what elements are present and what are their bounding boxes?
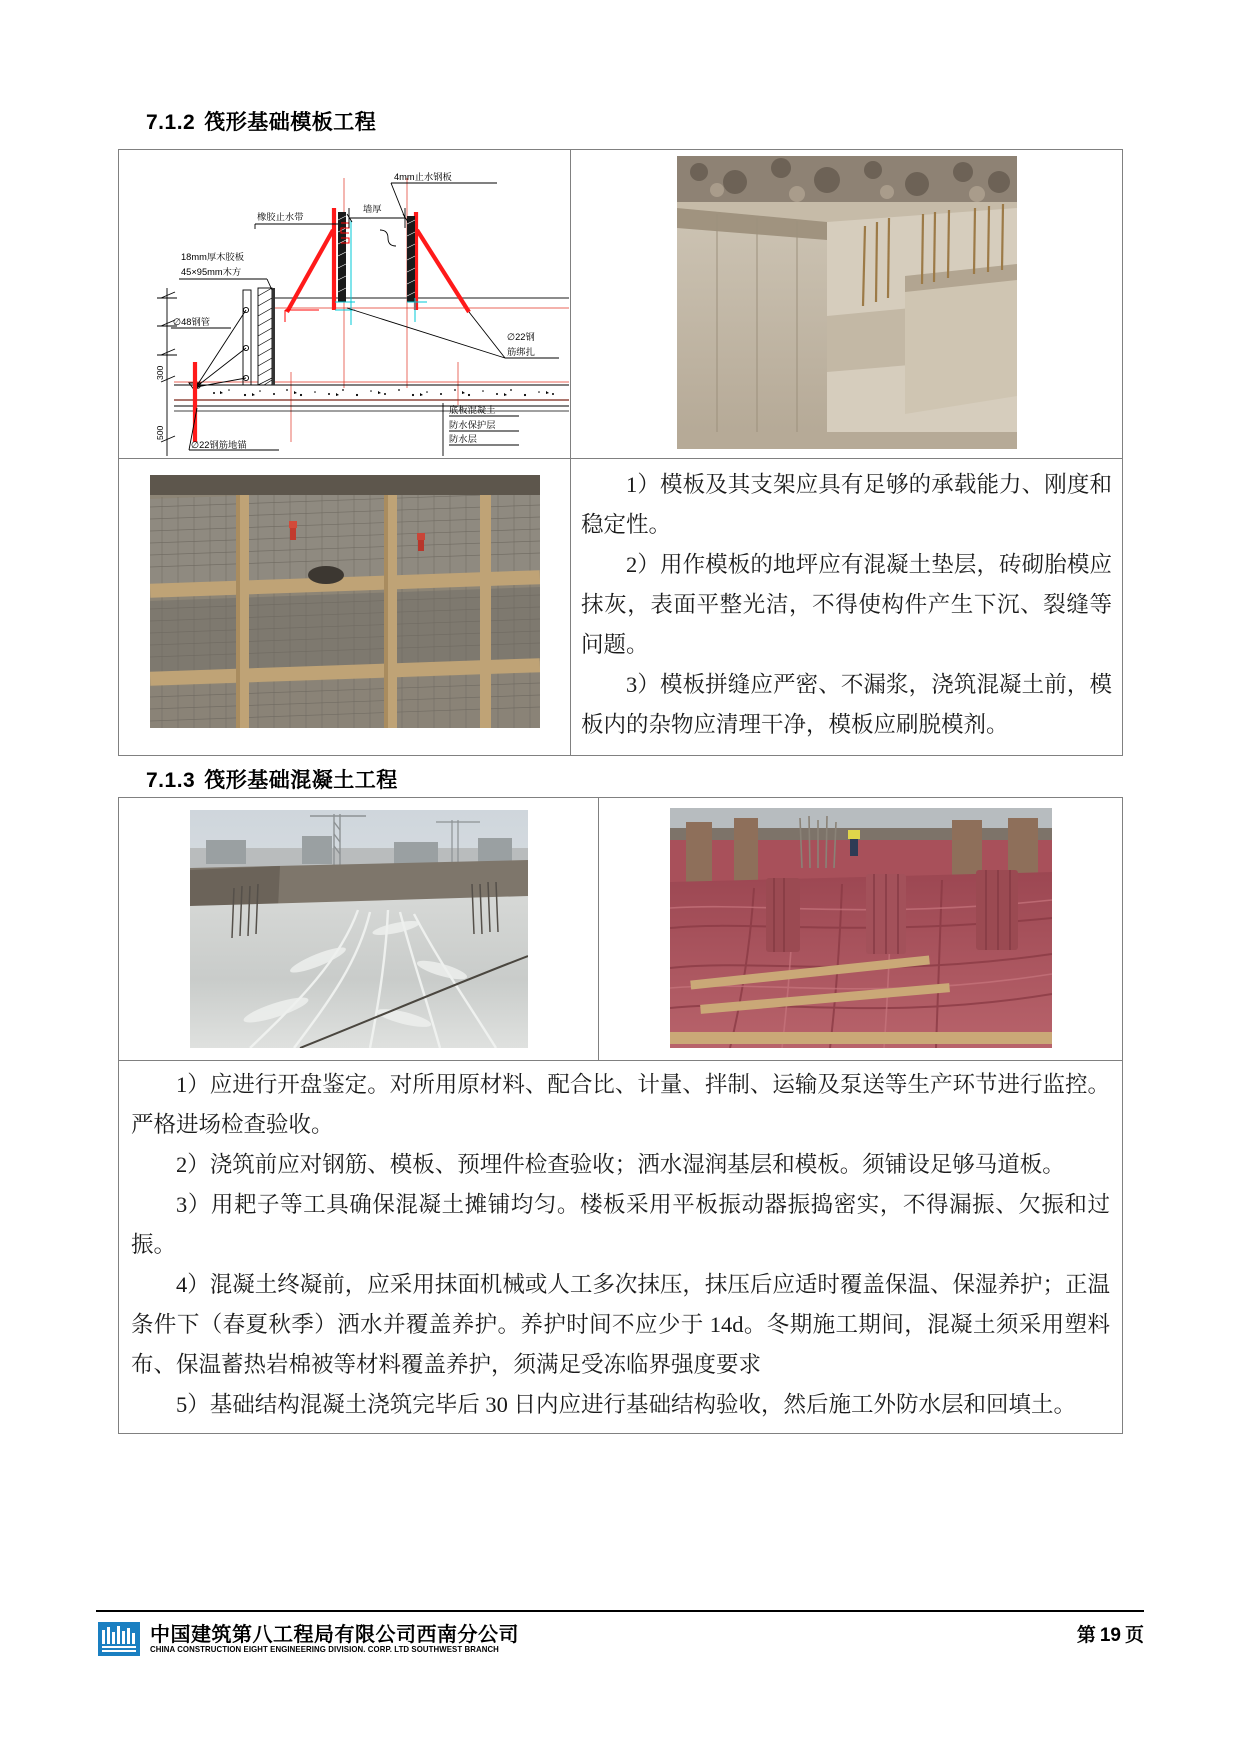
note-item: 2）浇筑前应对钢筋、模板、预埋件检查验收；洒水湿润基层和模板。须铺设足够马道板。 [176, 1152, 1065, 1177]
note-item: 3）用耙子等工具确保混凝土摊铺均匀。楼板采用平板振动器振捣密实，不得漏振、欠振和过振。 [131, 1192, 1110, 1257]
table-row [119, 1061, 1123, 1434]
formwork-notes-cell [571, 459, 1123, 756]
photo-scaffolding [150, 475, 540, 728]
photo-brick-formwork [677, 156, 1017, 449]
section-number: 7.1.3 [146, 769, 196, 792]
cad-label-plywood: 18mm厚木胶板 [181, 252, 245, 262]
table-row [119, 150, 1123, 459]
concrete-table [118, 797, 1123, 1434]
footer-company-en: CHINA CONSTRUCTION EIGHT ENGINEERING DIVISION. CORP. LTD SOUTHWEST BRANCH [150, 1644, 499, 1654]
photo-cell-scaffolding [119, 459, 571, 756]
cad-diagram-cell [119, 150, 571, 459]
cad-label-rubber-waterstop: 橡胶止水带 [257, 212, 304, 222]
section-number: 7.1.2 [146, 111, 196, 134]
cad-dim-300: 300 [155, 365, 165, 380]
page-footer [96, 1610, 1144, 1670]
section-heading-713 [146, 764, 398, 794]
note-item: 1）模板及其支架应具有足够的承载能力、刚度和稳定性。 [581, 472, 1112, 537]
svg-text:底板混凝土: 底板混凝土 [449, 405, 496, 415]
formwork-table [118, 149, 1123, 756]
note-item: 2）用作模板的地坪应有混凝土垫层，砖砌胎模应抹灰，表面平整光洁，不得使构件产生下沉、裂缝等问题。 [581, 552, 1112, 657]
cad-label-timber: 45×95mm木方 [181, 267, 242, 277]
photo-cell-brick-formwork [571, 150, 1123, 459]
svg-text:防水层: 防水层 [449, 434, 477, 444]
page-prefix: 第 [1076, 1625, 1096, 1646]
section-heading-712 [146, 106, 376, 136]
section-title: 筏形基础模板工程 [204, 111, 377, 134]
note-item: 4）混凝土终凝前，应采用抹面机械或人工多次抹压，抹压后应适时覆盖保温、保湿养护；正温条件下（春夏秋季）洒水并覆盖养护。养护时间不应少于 14d。冬期施工期间，混凝土须采用塑料布、保温蓄热岩棉被等材料覆盖养护，须满足受冻临界强度要求 [131, 1272, 1110, 1377]
photo-cell-membrane [119, 798, 599, 1061]
svg-text:防水保护层: 防水保护层 [449, 420, 496, 430]
worker-figure [417, 533, 425, 551]
cad-label-steel-waterstop: 4mm止水钢板 [394, 172, 452, 182]
photo-insulation-covering [670, 808, 1052, 1048]
concrete-notes [119, 1061, 1122, 1433]
formwork-notes [571, 459, 1122, 755]
cad-dim-500: 500 [155, 425, 165, 440]
footer-page-number [1077, 1620, 1144, 1647]
cad-label-wall-thickness: 墙厚 [363, 204, 382, 214]
photo-cell-insulation [599, 798, 1123, 1061]
cad-label-ground-anchor: ∅22钢筋地锚 [191, 440, 247, 450]
table-row [119, 459, 1123, 756]
page-suffix: 页 [1124, 1625, 1144, 1646]
note-item: 1）应进行开盘鉴定。对所用原材料、配合比、计量、拌制、运输及泵送等生产环节进行监控。严格进场检查验收。 [131, 1072, 1110, 1137]
cad-label-rebar-tie-2: 筋绑扎 [507, 347, 535, 357]
note-item: 3）模板拼缝应严密、不漏浆，浇筑混凝土前，模板内的杂物应清理干净，模板应刷脱模剂。 [581, 672, 1112, 737]
page-number: 19 [1099, 1625, 1121, 1646]
photo-membrane-curing [190, 810, 528, 1048]
raft-formwork-detail-drawing [119, 150, 570, 458]
cad-label-rebar-tie-1: ∅22钢 [507, 332, 535, 342]
worker-figure [289, 521, 297, 540]
note-item: 5）基础结构混凝土浇筑完毕后 30 日内应进行基础结构验收，然后施工外防水层和回填土。 [176, 1392, 1077, 1417]
section-title: 筏形基础混凝土工程 [204, 769, 398, 792]
cad-label-steel-pipe: ∅48钢管 [173, 317, 211, 327]
footer-company-cn: 中国建筑第八工程局有限公司西南分公司 [150, 1624, 519, 1646]
table-row [119, 798, 1123, 1061]
footer-divider [96, 1610, 1144, 1612]
concrete-notes-cell [119, 1061, 1123, 1434]
cscec-logo-icon [98, 1622, 140, 1656]
